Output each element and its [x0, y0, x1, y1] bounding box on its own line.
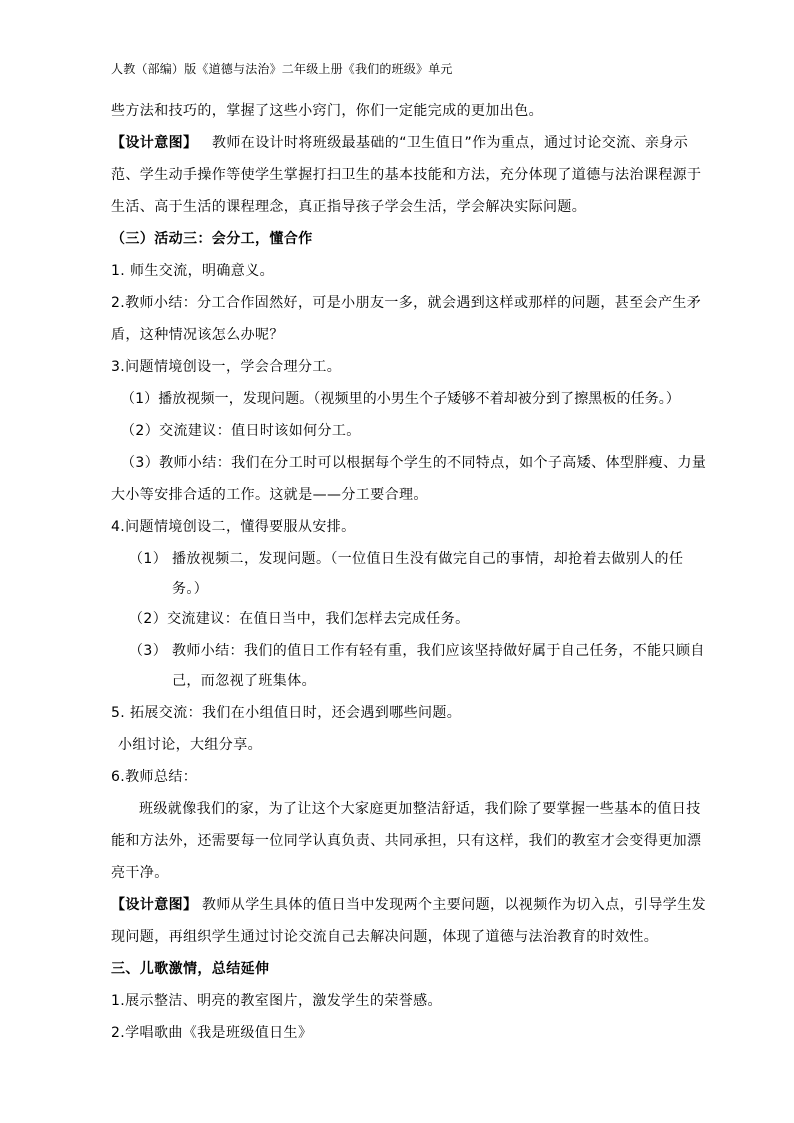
list-item: 6.教师总结： — [111, 769, 198, 785]
list-item: 1. 师生交流，明确意义。 — [111, 263, 275, 279]
paragraph-line: 些方法和技巧的，掌握了这些小窍门，你们一定能完成的更加出色。 — [111, 103, 543, 119]
list-item: 1.展示整洁、明亮的教室图片，激发学生的荣誉感。 — [111, 993, 442, 1009]
paragraph-line: 能和方法外，还需要每一位同学认真负责、共同承担，只有这样，我们的教室才会变得更加漂 — [111, 833, 702, 849]
design-intent-label: 【设计意图】 — [111, 135, 198, 151]
sub-item-continuation: 务。） — [172, 581, 209, 597]
list-item: 4.问题情境创设二，懂得要服从安排。 — [111, 519, 356, 535]
paragraph-line: 现问题，再组织学生通过讨论交流自己去解决问题，体现了道德与法治教育的时效性。 — [111, 929, 659, 945]
sub-item: （2）交流建议：在值日当中，我们怎样去完成任务。 — [129, 611, 470, 627]
sub-item-continuation: 己，而忽视了班集体。 — [172, 673, 316, 689]
paragraph-line: 小组讨论，大组分享。 — [118, 737, 262, 753]
section-heading: （三）活动三：会分工，懂合作 — [111, 231, 313, 247]
paragraph-line: 班级就像我们的家，为了让这个大家庭更加整洁舒适，我们除了要掌握一些基本的值日技 — [139, 801, 701, 817]
sub-item: （3）教师小结：我们在分工时可以根据每个学生的不同特点，如个子高矮、体型胖瘦、力量 — [121, 455, 707, 471]
list-item: 5. 拓展交流：我们在小组值日时，还会遇到哪些问题。 — [111, 705, 462, 721]
list-item: 2.学唱歌曲《我是班级值日生》 — [111, 1025, 313, 1041]
paragraph-line: 教师从学生具体的值日当中发现两个主要问题，以视频作为切入点，引导学生发 — [202, 897, 706, 913]
list-item: 2.教师小结：分工合作固然好，可是小朋友一多，就会遇到这样或那样的问题，甚至会产生矛 — [111, 295, 702, 311]
list-item-continuation: 盾，这种情况该怎么办呢？ — [111, 327, 284, 343]
sub-item-continuation: 大小等安排合适的工作。这就是——分工要合理。 — [111, 487, 428, 503]
sub-item: （1） 播放视频二，发现问题。（一位值日生没有做完自己的事情，却抢着去做别人的任 — [129, 551, 684, 567]
paragraph-line: 教师在设计时将班级最基础的“卫生值日”作为重点，通过讨论交流、亲身示 — [212, 135, 689, 151]
page-header: 人教（部编）版《道德与法治》二年级上册《我们的班级》单元 — [111, 62, 453, 76]
section-heading: 三、儿歌激情，总结延伸 — [111, 961, 270, 977]
design-intent-label: 【设计意图】 — [111, 897, 198, 913]
paragraph-line: 亮干净。 — [111, 865, 169, 881]
paragraph-line: 范、学生动手操作等使学生掌握打扫卫生的基本技能和方法，充分体现了道德与法治课程源于 — [111, 167, 702, 183]
list-item: 3.问题情境创设一，学会合理分工。 — [111, 359, 342, 375]
sub-item: （2）交流建议：值日时该如何分工。 — [121, 423, 361, 439]
sub-item: （1）播放视频一，发现问题。（视频里的小男生个子矮够不着却被分到了擦黑板的任务。） — [121, 391, 681, 407]
paragraph-line: 生活、高于生活的课程理念，真正指导孩子学会生活，学会解决实际问题。 — [111, 199, 587, 215]
sub-item: （3） 教师小结：我们的值日工作有轻有重，我们应该坚持做好属于自己任务，不能只顾自 — [129, 643, 705, 659]
